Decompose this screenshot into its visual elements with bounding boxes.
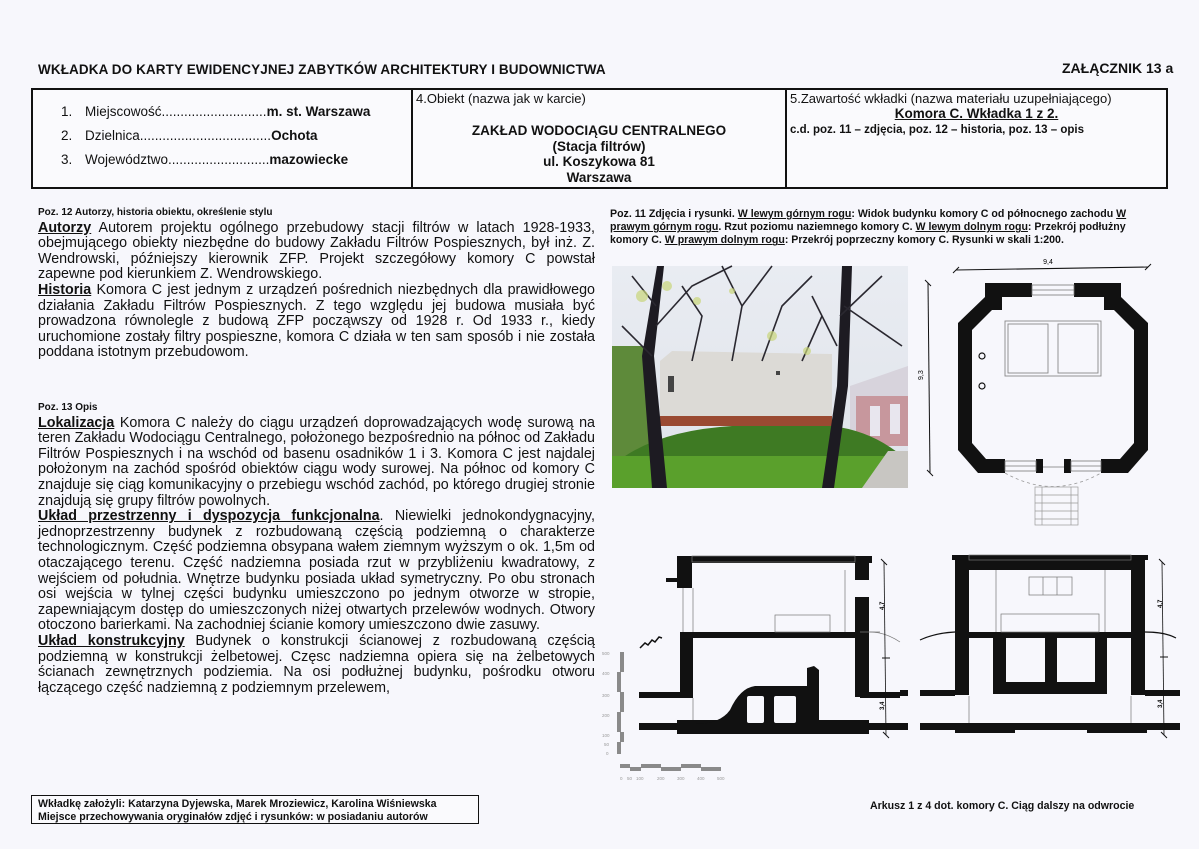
horizontal-scale-bar (620, 764, 725, 781)
contents-subtitle: c.d. poz. 11 – zdjęcia, poz. 12 – historia, poz. 13 – opis (790, 124, 1084, 136)
structure-paragraph (38, 634, 595, 696)
contents-title: Komora C. Wkładka 1 z 2. (894, 106, 1059, 121)
section-12 (38, 205, 595, 361)
object-name: ZAKŁAD WODOCIĄGU CENTRALNEGO (471, 123, 727, 138)
object-label: 4.Obiekt (nazwa jak w karcie) (416, 91, 586, 106)
location-box (31, 88, 413, 189)
layout-paragraph (38, 509, 595, 634)
scale-tick: 500 (602, 651, 610, 656)
scale-tick: 100 (602, 733, 610, 738)
location-paragraph (38, 416, 595, 510)
scale-tick: 300 (602, 693, 610, 698)
terrain-stairs (640, 637, 662, 648)
authors-paragraph (38, 221, 595, 283)
structure-text: Budynek o konstrukcji ścianowej z rozbudowaną częścią podziemną w konstrukcji żelbetowej. Częsc nadziemna opiera się na żelbetowych ścianach zewnętrznych podziemia. Na osi podłużnej budynku, pośrodku otworu łączącego część nadziemną z podziemnym przelewem, (38, 632, 596, 696)
item-dots: ............................ (161, 104, 267, 119)
vertical-scale-bar (602, 651, 624, 756)
object-box (411, 88, 787, 189)
contents-box (785, 88, 1168, 189)
caption-bottom-left-text: : Przekrój podłużny komory C. (610, 221, 1126, 247)
layout-text: . Niewielki jednokondygnacyjny, jednoprzestrzenny budynek z rozbudowaną częścią podziemną o charakterze technologicznym. Część podziemna obsypana wałem ziemnym wyższym o ok. 1,5m od otaczającego terenu. Część nadziemna posiada rzut w przybliżeniu kwadratowy, z wejściem od południa. Wnętrze budynku posiada układ symetryczny. Po obu stronach osi wejścia w tylnej części budynku umieszczono po jednym otworze w stropie, zapewniającym dostęp do umieszczonych niżej otwartych przelewów wodnych. Otwory otoczono barierkami. Na zachodniej ścianie komory umieszczono dwie zasuwy. (38, 508, 595, 634)
caption-top-left-text: : Widok budynku komory C od północnego zachodu (851, 208, 1117, 220)
cross-section-walls (900, 555, 1180, 733)
caption-top-right-key: W prawym górnym rogu (610, 208, 1127, 234)
floor-openings (1005, 321, 1101, 376)
authors-text: Autorem projektu ogólnego przebudowy stacji filtrów w latach 1928-1933, obejmującego obiekty niezbędne do budowy Zakładu Filtrów Pospiesznych, był inż. Z. Wendrowski, późniejszy kierownik ZFP. Projekt szczegółowy komory C powstał zapewne pod kierunkiem Z. Wendrowskiego. (38, 219, 595, 283)
storage-line: Miejsce przechowywania oryginałów zdjęć i rysunków: w posiadaniu autorów (38, 810, 428, 823)
scale-tick: 500 (717, 776, 725, 781)
lower-height-label: 3,4 (1158, 699, 1164, 708)
layout-keyword: Układ przestrzenny i dyspozycja funkcjonalna (38, 508, 380, 525)
photo-illustration (612, 266, 908, 488)
item-label: Województwo (85, 152, 169, 167)
plan-depth-dimension (925, 280, 933, 476)
item-label: Dzielnica (85, 128, 140, 143)
plan-width-label: 9,4 (1043, 259, 1053, 266)
entrance-stairs (1035, 487, 1078, 525)
object-name-block (413, 123, 785, 185)
upper-height-label: 4,7 (880, 601, 886, 610)
location-keyword: Lokalizacja (38, 414, 115, 431)
history-text: Komora C jest jednym z urządzeń pośrednich niezbędnych dla prawidłowego działania Zakładu Filtrów Pospiesznych. Z tego względu jej budowa musiała być prowadzona równolegle z budową ZFP począwszy od 1928 r. Od 1933 r., kiedy uruchomione zostały filtry pospieszne, komora C działa w ten sam sposób i nie została poddana istotnym przebudowom. (38, 281, 595, 361)
scale-tick: 200 (602, 713, 610, 718)
scale-tick: 200 (657, 776, 665, 781)
caption-bottom-left-key: W lewym dolnym rogu (915, 221, 1028, 234)
lower-height-label: 3,4 (880, 701, 886, 710)
scale-tick: 100 (636, 776, 644, 781)
item-value: m. st. Warszawa (266, 104, 371, 119)
item-number: 2. (61, 128, 73, 143)
item-value: Ochota (271, 128, 318, 143)
scale-tick: 400 (602, 671, 610, 676)
caption-top-left-key: W lewym górnym rogu (737, 208, 852, 220)
location-item-city (61, 100, 370, 124)
item-number: 3. (61, 152, 73, 167)
section-13 (38, 400, 595, 696)
object-city: Warszawa (566, 169, 632, 185)
valve-icon (979, 353, 985, 359)
caption-lead: Poz. 11 Zdjęcia i rysunki. (610, 208, 738, 220)
valve-icon (979, 383, 985, 389)
plan-walls (958, 283, 1148, 473)
upper-height-label: 4,7 (1158, 599, 1164, 608)
location-item-district (61, 124, 370, 148)
section-12-heading: Poz. 12 Autorzy, historia obiektu, określenie stylu (38, 207, 273, 218)
location-item-voivodeship (61, 148, 370, 172)
scale-tick: 50 (604, 742, 610, 747)
scale-tick: 0 (606, 751, 609, 756)
building-photo (612, 266, 908, 488)
contents-label: 5.Zawartość wkładki (nazwa materiału uzupełniającego) (790, 91, 1112, 106)
item-dots: ........................... (168, 152, 270, 167)
footer-credits-box (31, 795, 479, 824)
document-title: WKŁADKA DO KARTY EWIDENCYJNEJ ZABYTKÓW ARCHITEKTURY I BUDOWNICTWA (38, 62, 606, 77)
caption-top-right-text: . Rzut poziomu naziemnego komory C. (718, 221, 916, 234)
founders-line: Wkładkę założyli: Katarzyna Dyjewska, Marek Mroziewicz, Karolina Wiśniewska (38, 798, 437, 810)
longitudinal-section-drawing (600, 540, 900, 790)
item-label: Miejscowość (85, 104, 162, 119)
cross-section-drawing (900, 540, 1180, 770)
section-walls (639, 556, 900, 734)
object-subtitle: (Stacja filtrów) (552, 138, 646, 154)
structure-keyword: Układ konstrukcyjny (38, 632, 185, 649)
item-dots: ................................... (139, 128, 272, 143)
location-text: Komora C należy do ciągu urządzeń doprowadzających wodę surową na teren Zakładu Wodociągu Centralnego, położonego bezpośrednio na północ od Zakładu Filtrów Pospiesznych i na wschód od basenu osadników 1 i 3. Komora C jest najdalej położonym na zachód spośród obiektów ciągu wody surowej. Na północ od komory C znajduje się ciąg komunikacyjny o przebiegu wschód zachód, po którego drugiej stronie znajdują się grupy filtrów powolnych. (38, 414, 595, 509)
sheet-note: Arkusz 1 z 4 dot. komory C. Ciąg dalszy na odwrocie (870, 800, 1135, 812)
history-paragraph (38, 283, 595, 361)
item-number: 1. (61, 104, 73, 119)
scale-tick: 300 (677, 776, 685, 781)
scale-tick: 50 (627, 776, 633, 781)
object-address: ul. Koszykowa 81 (543, 154, 655, 169)
history-keyword: Historia (38, 281, 92, 298)
scale-tick: 0 (620, 776, 623, 781)
scale-tick: 400 (697, 776, 705, 781)
caption-bottom-right-key: W prawym dolnym rogu (664, 234, 785, 247)
floor-plan-drawing (920, 255, 1180, 525)
caption-bottom-right-text: : Przekrój poprzeczny komory C. Rysunki w skali 1:200. (784, 234, 1064, 247)
item-value: mazowiecke (269, 152, 349, 167)
plan-depth-label: 9,3 (918, 370, 925, 380)
section-height-dimension (881, 559, 890, 738)
annex-label: ZAŁĄCZNIK 13 a (1062, 60, 1174, 76)
section-11-caption (610, 208, 1155, 248)
section-13-heading: Poz. 13 Opis (38, 402, 98, 413)
location-list (61, 100, 370, 172)
cross-section-height-dimension (1159, 559, 1168, 738)
authors-keyword: Autorzy (38, 219, 92, 236)
